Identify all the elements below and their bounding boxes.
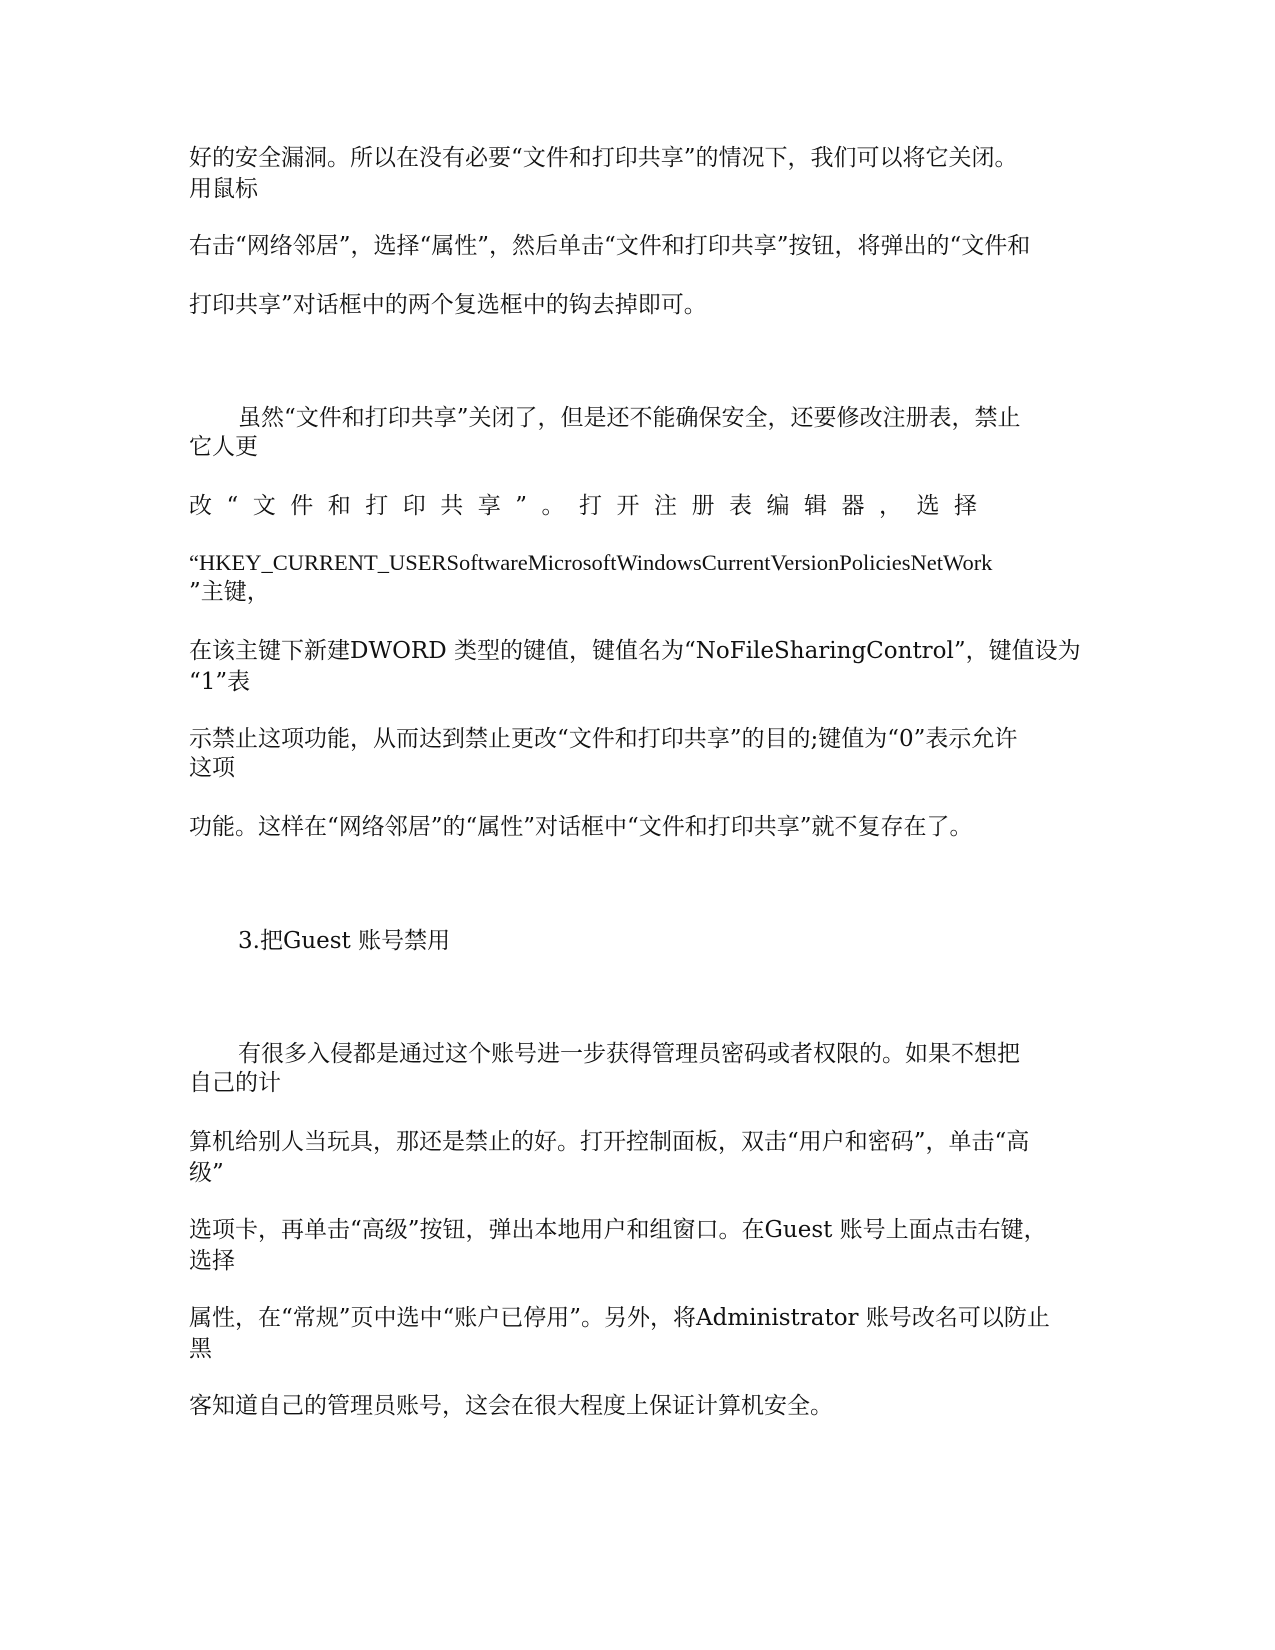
text-line: 它人更 [189, 434, 258, 460]
text-line: “1”表 [189, 669, 251, 695]
text-line: 黑 [189, 1336, 212, 1362]
text-line: ”主键， [189, 579, 270, 605]
text-line: 客知道自己的管理员账号，这会在很大程度上保证计算机安全。 [189, 1393, 833, 1419]
text-line: 选项卡，再单击“高级”按钮，弹出本地用户和组窗口。在Guest 账号上面点击右键， [189, 1217, 1047, 1243]
text-line: 示禁止这项功能，从而达到禁止更改“文件和打印共享”的目的;键值为“0”表示允许 [189, 726, 1018, 752]
text-line: 选择 [189, 1248, 235, 1274]
text-line: 有很多入侵都是通过这个账号进一步获得管理员密码或者权限的。如果不想把 [238, 1041, 1020, 1067]
text-line: “HKEY_CURRENT_USERSoftwareMicrosoftWindowsCurrentVersionPoliciesNetWork [189, 550, 993, 575]
text-line: 好的安全漏洞。所以在没有必要“文件和打印共享”的情况下，我们可以将它关闭。 [189, 145, 1018, 171]
text-line: 用鼠标 [189, 176, 258, 202]
text-line: 这项 [189, 755, 235, 781]
text-line: 算机给别人当玩具，那还是禁止的好。打开控制面板，双击“用户和密码”，单击“高 [189, 1129, 1030, 1155]
text-line: 改“文件和打印共享”。打开注册表编辑器，选择 [189, 493, 992, 519]
text-line: 级” [189, 1160, 224, 1186]
text-line: 打印共享”对话框中的两个复选框中的钩去掉即可。 [189, 292, 707, 318]
text-line: 属性，在“常规”页中选中“账户已停用”。另外，将Administrator 账号改名可以防止 [189, 1305, 1050, 1331]
text-line: 虽然“文件和打印共享”关闭了，但是还不能确保安全，还要修改注册表，禁止 [238, 405, 1021, 431]
text-line: 自己的计 [189, 1070, 281, 1096]
section-heading: 3.把Guest 账号禁用 [238, 928, 451, 954]
text-line: 右击“网络邻居”，选择“属性”，然后单击“文件和打印共享”按钮，将弹出的“文件和 [189, 233, 1031, 259]
text-line: 功能。这样在“网络邻居”的“属性”对话框中“文件和打印共享”就不复存在了。 [189, 814, 973, 840]
text-line: 在该主键下新建DWORD 类型的键值，键值名为“NoFileSharingControl”，键值设为 [189, 638, 1081, 664]
